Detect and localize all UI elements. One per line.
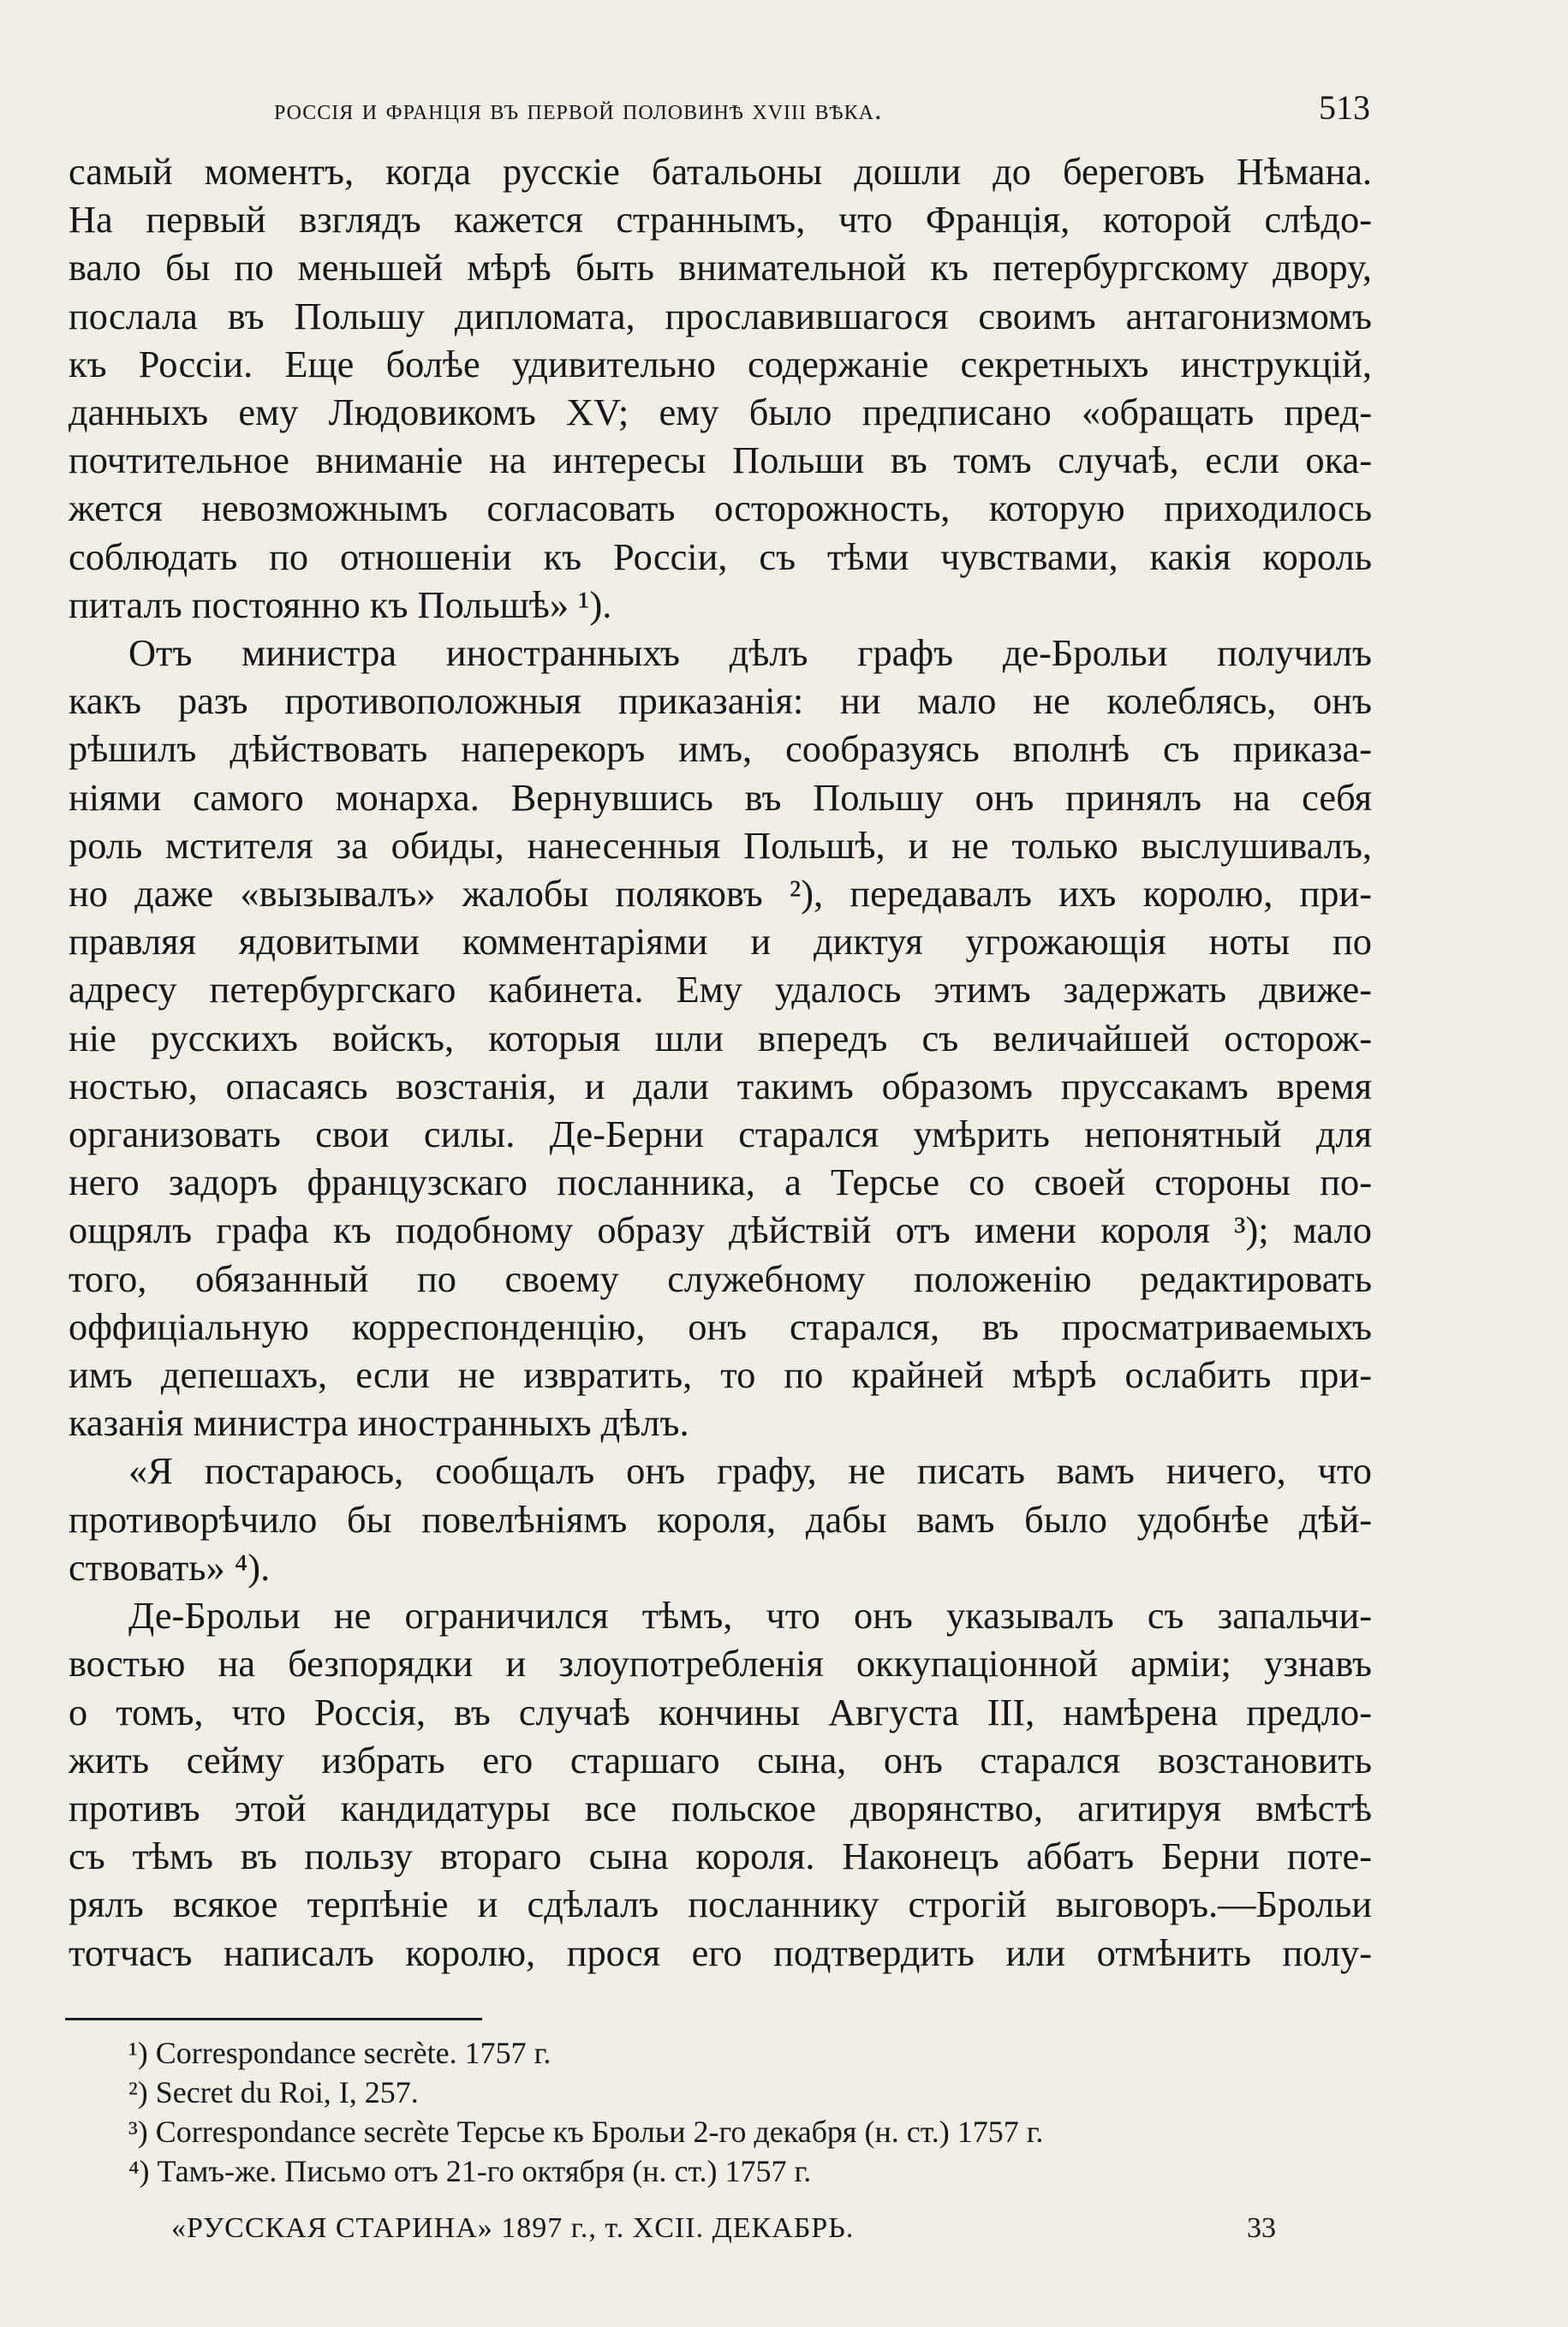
text-line: Отъ министра иностранныхъ дѣлъ графъ де-Брольи получилъ — [128, 631, 1372, 675]
text-line: но даже «вызывалъ» жалобы поляковъ ²), передавалъ ихъ королю, при- — [69, 872, 1372, 916]
text-line: роль мстителя за обиды, нанесенныя Польшѣ, и не только выслушивалъ, — [69, 823, 1372, 867]
text-line: того, обязанный по своему служебному положенію редактировать — [69, 1256, 1372, 1300]
text-line: о томъ, что Россія, въ случаѣ кончины Августа III, намѣрена предло- — [69, 1690, 1372, 1733]
main-text — [69, 147, 1372, 1977]
text-line: почтительное вниманіе на интересы Польши въ томъ случаѣ, если ока- — [69, 439, 1372, 482]
page-footer — [171, 2212, 1276, 2245]
footnote: ²) Secret du Roi, I, 257. — [128, 2075, 419, 2109]
footnote: ³) Correspondance secrète Терсье къ Брольи 2-го декабря (н. ст.) 1757 г. — [128, 2115, 1044, 2149]
text-line: противъ этой кандидатуры все польское дворянство, агитируя вмѣстѣ — [69, 1786, 1372, 1829]
paragraph — [69, 1447, 1372, 1591]
text-line: правляя ядовитыми комментаріями и диктуя угрожающія ноты по — [69, 920, 1372, 964]
text-line: имъ депешахъ, если не извратить, то по крайней мѣрѣ ослабить при- — [69, 1353, 1372, 1397]
text-line: него задоръ французскаго посланника, а Терсье со своей стороны по- — [69, 1161, 1372, 1204]
text-line: къ Россіи. Еще болѣе удивительно содержаніе секретныхъ инструкцій, — [69, 342, 1372, 385]
page-number: 513 — [1319, 88, 1370, 127]
text-line: вало бы по меньшей мѣрѣ быть внимательной къ петербургскому двору, — [69, 246, 1372, 289]
text-line: послала въ Польшу дипломата, прославившагося своимъ антагонизмомъ — [69, 294, 1372, 337]
sheet-signature: 33 — [1247, 2212, 1276, 2244]
text-line: соблюдать по отношеніи къ Россіи, съ тѣми чувствами, какія король — [69, 534, 1372, 578]
text-line: «Я постараюсь, сообщалъ онъ графу, не писать вамъ ничего, что — [128, 1449, 1372, 1493]
text-line: На первый взглядъ кажется страннымъ, что Франція, которой слѣдо- — [69, 198, 1372, 242]
text-line: противорѣчило бы повелѣніямъ короля, дабы вамъ было удобнѣе дѣй- — [69, 1497, 1372, 1541]
text-line: ніями самого монарха. Вернувшись въ Польшу онъ принялъ на себя — [69, 775, 1372, 819]
running-head — [69, 87, 1370, 128]
text-line: съ тѣмъ въ пользу втораго сына короля. Наконецъ аббатъ Берни поте- — [69, 1835, 1372, 1878]
footnote: ¹) Correspondance secrète. 1757 г. — [128, 2036, 551, 2070]
text-line: казанія министра иностранныхъ дѣлъ. — [69, 1401, 689, 1445]
text-line: какъ разъ противоположныя приказанія: ни мало не колеблясь, онъ — [69, 679, 1372, 723]
journal-imprint: «РУССКАЯ СТАРИНА» 1897 г., т. XCII. ДЕКАБРЬ. — [171, 2212, 855, 2244]
text-line: жить сейму избрать его старшаго сына, онъ старался возстановить — [69, 1738, 1372, 1781]
footnote: ⁴) Тамъ-же. Письмо отъ 21-го октября (н. ст.) 1757 г. — [128, 2154, 812, 2188]
text-line: рѣшилъ дѣйствовать наперекоръ имъ, сообразуясь вполнѣ съ приказа- — [69, 727, 1372, 771]
paragraph — [69, 147, 1372, 629]
text-line: ностью, опасаясь возстанія, и дали такимъ образомъ пруссакамъ время — [69, 1064, 1372, 1107]
paragraph — [69, 629, 1372, 1447]
running-title: россія и франція въ первой половинѣ xviii вѣка. — [274, 94, 883, 126]
text-line: питалъ постоянно къ Польшѣ» ¹). — [69, 582, 612, 626]
text-line: ствовать» ⁴). — [69, 1545, 271, 1589]
text-line: тотчасъ написалъ королю, прося его подтвердить или отмѣнить полу- — [69, 1930, 1372, 1974]
paragraph — [69, 1591, 1372, 1977]
text-line: организовать свои силы. Де-Берни старался умѣрить непонятный для — [69, 1113, 1372, 1156]
text-line: жется невозможнымъ согласовать осторожность, которую приходилось — [69, 486, 1372, 530]
text-line: данныхъ ему Людовикомъ XV; ему было предписано «обращать пред- — [69, 391, 1372, 434]
text-line: адресу петербургскаго кабинета. Ему удалось этимъ задержать движе- — [69, 968, 1372, 1011]
text-line: рялъ всякое терпѣніе и сдѣлалъ посланнику строгій выговоръ.—Брольи — [69, 1882, 1372, 1926]
footnote-divider — [65, 2018, 482, 2020]
footnotes — [128, 2033, 1379, 2191]
text-line: ощрялъ графа къ подобному образу дѣйствій отъ имени короля ³); мало — [69, 1208, 1372, 1252]
text-line: Де-Брольи не ограничился тѣмъ, что онъ указывалъ съ запальчи- — [128, 1594, 1372, 1638]
text-line: самый моментъ, когда русскіе батальоны дошли до береговъ Нѣмана. — [69, 150, 1372, 193]
text-line: востью на безпорядки и злоупотребленія оккупаціонной арміи; узнавъ — [69, 1642, 1372, 1686]
text-line: ніе русскихъ войскъ, которыя шли впередъ съ величайшей осторож- — [69, 1016, 1372, 1059]
text-line: оффиціальную корреспонденцію, онъ старался, въ просматриваемыхъ — [69, 1304, 1372, 1348]
